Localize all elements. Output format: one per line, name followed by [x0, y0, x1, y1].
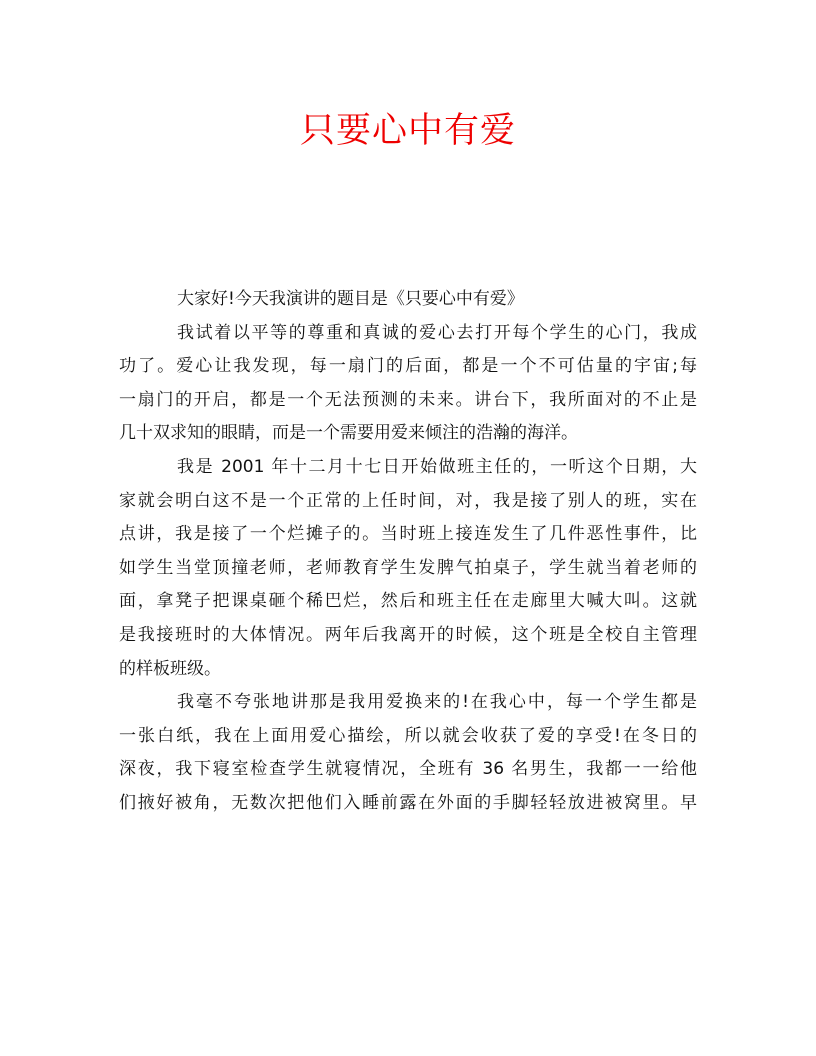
- text-line: 深夜，我下寝室检查学生就寝情况，全班有 36 名男生，我都一一给他: [119, 759, 697, 780]
- text-line: 大家好!今天我演讲的题目是《只要心中有爱》: [177, 289, 524, 309]
- document-body: [119, 283, 697, 821]
- text-line: 如学生当堂顶撞老师，老师教育学生发脾气拍桌子，学生就当着老师的: [119, 557, 697, 578]
- document-title: 只要心中有爱: [299, 111, 516, 151]
- paragraph: [119, 686, 697, 820]
- text-line: 一张白纸，我在上面用爱心描绘，所以就会收获了爱的享受!在冬日的: [119, 725, 697, 746]
- text-line: 几十双求知的眼睛，而是一个需要用爱来倾注的浩瀚的海洋。: [119, 423, 578, 444]
- paragraph: [119, 283, 697, 317]
- text-line: 们掖好被角，无数次把他们入睡前露在外面的手脚轻轻放进被窝里。早: [119, 792, 697, 813]
- paragraph: [119, 451, 697, 686]
- text-line: 面，拿凳子把课桌砸个稀巴烂，然后和班主任在走廊里大喊大叫。这就: [119, 591, 697, 612]
- text-line: 一扇门的开启，都是一个无法预测的未来。讲台下，我所面对的不止是: [119, 389, 697, 410]
- text-line: 功了。爱心让我发现，每一扇门的后面，都是一个不可估量的宇宙;每: [119, 356, 697, 377]
- paragraph: [119, 317, 697, 451]
- text-line: 家就会明白这不是一个正常的上任时间，对，我是接了别人的班，实在: [119, 490, 697, 511]
- text-line: 的样板班级。: [119, 658, 221, 679]
- text-line: 我毫不夸张地讲那是我用爱换来的!在我心中，每一个学生都是: [177, 692, 697, 713]
- text-line: 我试着以平等的尊重和真诚的爱心去打开每个学生的心门，我成: [177, 322, 697, 343]
- text-line: 点讲，我是接了一个烂摊子的。当时班上接连发生了几件恶性事件，比: [119, 524, 697, 545]
- text-line: 我是 2001 年十二月十七日开始做班主任的，一听这个日期，大: [177, 456, 697, 477]
- text-line: 是我接班时的大体情况。两年后我离开的时候，这个班是全校自主管理: [119, 624, 697, 645]
